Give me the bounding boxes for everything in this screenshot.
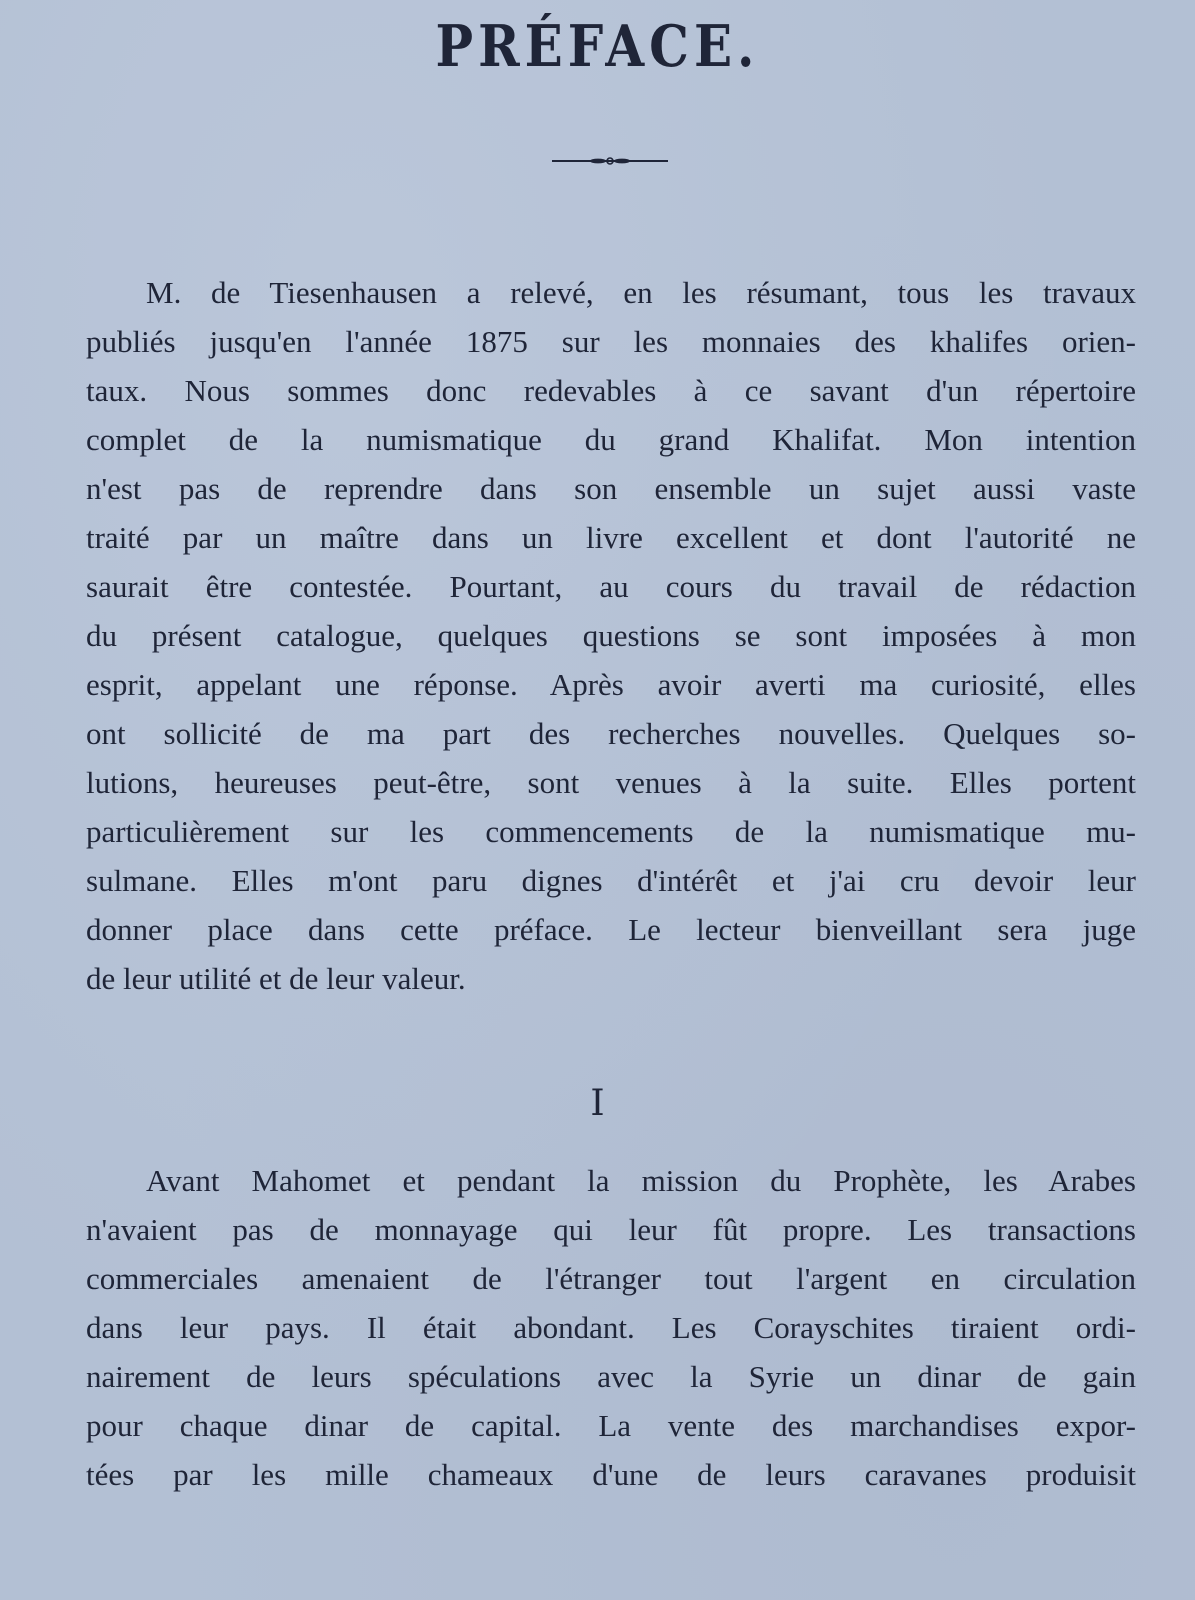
text-line: lutions, heureuses peut-être, sont venues à la suite. Elles portent [86,765,1136,800]
text-line: tées par les mille chameaux d'une de leurs caravanes produisit [86,1457,1136,1492]
text-line: esprit, appelant une réponse. Après avoir averti ma curiosité, elles [86,667,1136,702]
text-line: dans leur pays. Il était abondant. Les Corayschites tiraient ordi- [86,1310,1136,1345]
text-line: du présent catalogue, quelques questions se sont imposées à mon [86,618,1136,653]
text-line: sulmane. Elles m'ont paru dignes d'intérêt et j'ai cru devoir leur [86,863,1136,898]
text-line: traité par un maître dans un livre excellent et dont l'autorité ne [86,520,1136,555]
text-line: ont sollicité de ma part des recherches nouvelles. Quelques so- [86,716,1136,751]
intro-paragraph [86,268,1136,1003]
text-line: donner place dans cette préface. Le lecteur bienveillant sera juge [86,912,1136,947]
text-line: commerciales amenaient de l'étranger tout l'argent en circulation [86,1261,1136,1296]
section-paragraph [86,1156,1136,1499]
text-line: pour chaque dinar de capital. La vente des marchandises expor- [86,1408,1136,1443]
text-line: complet de la numismatique du grand Khalifat. Mon intention [86,422,1136,457]
text-line: publiés jusqu'en l'année 1875 sur les monnaies des khalifes orien- [86,324,1136,359]
text-line: de leur utilité et de leur valeur. [86,961,466,996]
section-number: I [590,1083,605,1124]
text-line: n'avaient pas de monnayage qui leur fût propre. Les transactions [86,1212,1136,1247]
text-line: taux. Nous sommes donc redevables à ce savant d'un répertoire [86,373,1136,408]
text-line: particulièrement sur les commencements de la numismatique mu- [86,814,1136,849]
text-line: nairement de leurs spéculations avec la Syrie un dinar de gain [86,1359,1136,1394]
fleuron-rule-icon [552,154,668,168]
page-title: PRÉFACE. [435,12,760,80]
text-line: saurait être contestée. Pourtant, au cours du travail de rédaction [86,569,1136,604]
text-line: M. de Tiesenhausen a relevé, en les résumant, tous les travaux [146,275,1136,310]
text-line: Avant Mahomet et pendant la mission du Prophète, les Arabes [146,1163,1136,1198]
text-line: n'est pas de reprendre dans son ensemble un sujet aussi vaste [86,471,1136,506]
